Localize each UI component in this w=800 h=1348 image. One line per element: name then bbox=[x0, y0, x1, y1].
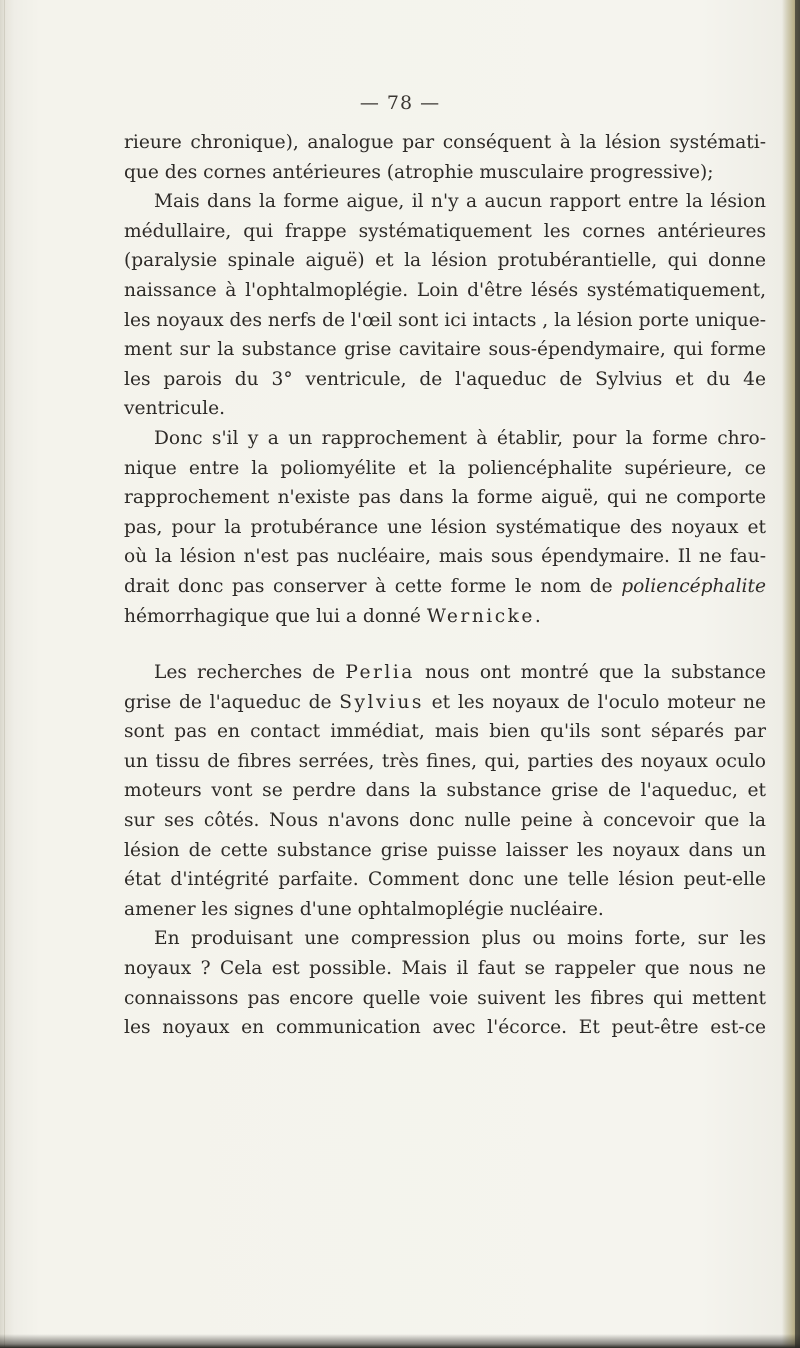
text-run: grise de l'aqueduc de bbox=[124, 691, 332, 713]
text-run: nous ont montré que la substance bbox=[425, 662, 766, 684]
text-run: hémorrhagique que lui a donné bbox=[124, 605, 421, 627]
text-line: ventricule. bbox=[124, 398, 226, 420]
page-left-edge-line bbox=[4, 0, 5, 1348]
text-line-with-author bbox=[124, 658, 766, 688]
text-run: Les recherches de bbox=[154, 662, 336, 684]
italic-term: poliencéphalite bbox=[621, 575, 766, 597]
text-line: amener les signes d'une ophtalmoplégie nucléaire. bbox=[124, 898, 604, 920]
paragraph-5 bbox=[124, 924, 766, 1042]
text-line: ment sur la substance grise cavitaire sous-épendymaire, qui forme bbox=[124, 339, 766, 361]
text-line: sont pas en contact immédiat, mais bien qu'ils sont séparés par bbox=[124, 721, 766, 743]
text-line: que des cornes antérieures (atrophie musculaire progressive); bbox=[124, 161, 714, 183]
body-text bbox=[124, 128, 766, 1043]
text-line: Donc s'il y a un rapprochement à établir, pour la forme chro- bbox=[154, 427, 766, 449]
text-line: nique entre la poliomyélite et la poliencéphalite supérieure, ce bbox=[124, 457, 766, 479]
paragraph-2 bbox=[124, 187, 766, 424]
text-line: sur ses côtés. Nous n'avons donc nulle peine à concevoir que la bbox=[124, 810, 766, 832]
text-line: médullaire, qui frappe systématiquement les cornes antérieures bbox=[124, 220, 766, 242]
text-line: En produisant une compression plus ou moins forte, sur les bbox=[154, 928, 766, 950]
page-number: — 78 — bbox=[359, 92, 441, 114]
text-line: moteurs vont se perdre dans la substance grise de l'aqueduc, et bbox=[124, 780, 766, 802]
paragraph-1 bbox=[124, 128, 766, 187]
text-line: rieure chronique), analogue par conséquent à la lésion systémati- bbox=[124, 132, 766, 153]
book-binding-shadow bbox=[795, 0, 800, 1348]
text-line: (paralysie spinale aiguë) et la lésion protubérantielle, qui donne bbox=[124, 250, 766, 272]
author-name: Perlia bbox=[345, 662, 415, 684]
text-line: pas, pour la protubérance une lésion systématique des noyaux et bbox=[124, 516, 766, 538]
text-line: noyaux ? Cela est possible. Mais il faut se rappeler que nous ne bbox=[124, 958, 766, 980]
paragraph-4 bbox=[124, 658, 766, 924]
text-line: les noyaux en communication avec l'écorce. Et peut-être est-ce bbox=[124, 1017, 766, 1039]
text-line-with-italic bbox=[124, 572, 766, 602]
author-name: Wernicke. bbox=[426, 605, 544, 627]
text-line-with-author bbox=[124, 602, 766, 632]
author-name: Sylvius bbox=[339, 691, 424, 713]
page-left-edge bbox=[0, 0, 14, 1348]
text-run: drait donc pas conserver à cette forme le nom de bbox=[124, 575, 613, 597]
text-line: un tissu de fibres serrées, très fines, qui, parties des noyaux oculo bbox=[124, 750, 766, 772]
text-line: lésion de cette substance grise puisse laisser les noyaux dans un bbox=[124, 839, 766, 861]
page-bottom-shadow bbox=[0, 1334, 800, 1348]
text-line: Mais dans la forme aigue, il n'y a aucun rapport entre la lésion bbox=[154, 191, 766, 213]
text-run: et les noyaux de l'oculo moteur ne bbox=[431, 691, 766, 713]
text-line: rapprochement n'existe pas dans la forme aiguë, qui ne comporte bbox=[124, 487, 766, 509]
paragraph-gap bbox=[124, 631, 766, 658]
text-line: connaissons pas encore quelle voie suivent les fibres qui mettent bbox=[124, 987, 766, 1009]
text-line-with-author bbox=[124, 688, 766, 718]
text-line: où la lésion n'est pas nucléaire, mais sous épendymaire. Il ne fau- bbox=[124, 546, 766, 568]
text-line: les noyaux des nerfs de l'œil sont ici intacts , la lésion porte unique- bbox=[124, 309, 767, 331]
text-line: les parois du 3° ventricule, de l'aqueduc de Sylvius et du 4e bbox=[124, 368, 766, 390]
paragraph-3 bbox=[124, 424, 766, 631]
text-line: naissance à l'ophtalmoplégie. Loin d'être lésés systématiquement, bbox=[124, 279, 766, 301]
text-line: état d'intégrité parfaite. Comment donc une telle lésion peut-elle bbox=[124, 869, 766, 891]
